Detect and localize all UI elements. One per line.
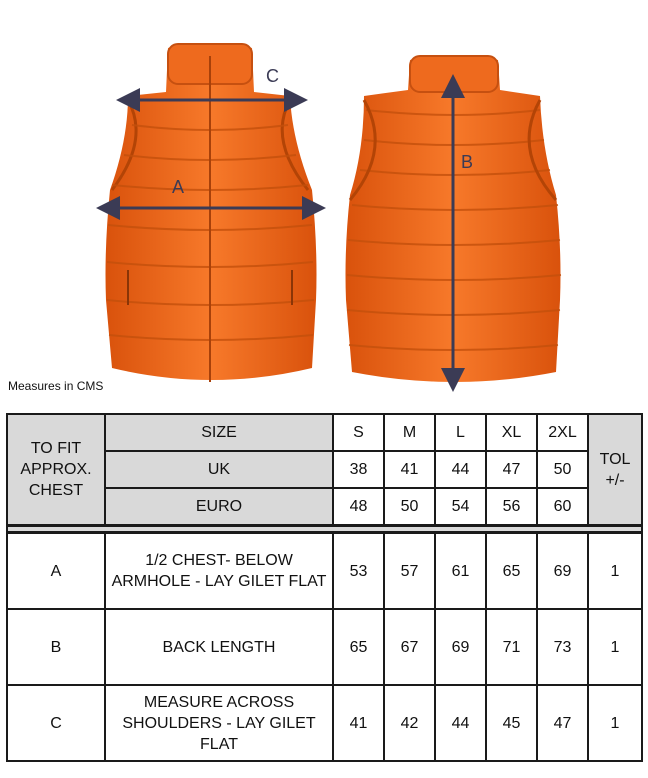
- measure-value: 69: [537, 533, 588, 610]
- measure-code: C: [7, 685, 105, 761]
- size-cell: L: [435, 414, 486, 451]
- marker-a: A: [172, 177, 185, 197]
- size-header-row: [7, 414, 642, 451]
- uk-cell: 41: [384, 451, 435, 488]
- measure-row-b: [7, 609, 642, 685]
- measure-value: 53: [333, 533, 384, 610]
- uk-cell: 50: [537, 451, 588, 488]
- measure-label: BACK LENGTH: [105, 609, 333, 685]
- uk-cell: 38: [333, 451, 384, 488]
- measure-value: 65: [486, 533, 537, 610]
- measure-value: 73: [537, 609, 588, 685]
- fit-label-cell: TO FIT APPROX. CHEST: [7, 414, 105, 526]
- euro-cell: 56: [486, 488, 537, 526]
- measure-value: 67: [384, 609, 435, 685]
- euro-cell: 60: [537, 488, 588, 526]
- size-chart-table: [6, 413, 643, 762]
- measure-value: 44: [435, 685, 486, 761]
- euro-cell: 50: [384, 488, 435, 526]
- uk-cell: 44: [435, 451, 486, 488]
- measure-code: B: [7, 609, 105, 685]
- measure-value: 69: [435, 609, 486, 685]
- euro-cell: 48: [333, 488, 384, 526]
- measure-label: MEASURE ACROSS SHOULDERS - LAY GILET FLAT: [105, 685, 333, 761]
- measure-tol: 1: [588, 685, 642, 761]
- measure-value: 47: [537, 685, 588, 761]
- measure-value: 65: [333, 609, 384, 685]
- size-label-cell: SIZE: [105, 414, 333, 451]
- separator-row: [7, 526, 642, 533]
- gilet-back: [346, 56, 562, 382]
- measure-value: 41: [333, 685, 384, 761]
- measure-value: 61: [435, 533, 486, 610]
- euro-label-cell: EURO: [105, 488, 333, 526]
- measure-label: 1/2 CHEST- BELOW ARMHOLE - LAY GILET FLAT: [105, 533, 333, 610]
- measure-row-c: [7, 685, 642, 761]
- separator-cell: [7, 526, 642, 533]
- measure-value: 71: [486, 609, 537, 685]
- marker-b: B: [461, 152, 474, 172]
- measure-tol: 1: [588, 609, 642, 685]
- measure-row-a: [7, 533, 642, 610]
- measure-value: 42: [384, 685, 435, 761]
- measure-value: 45: [486, 685, 537, 761]
- size-cell: 2XL: [537, 414, 588, 451]
- measure-value: 57: [384, 533, 435, 610]
- uk-cell: 47: [486, 451, 537, 488]
- marker-c: C: [266, 66, 279, 86]
- size-cell: XL: [486, 414, 537, 451]
- measures-note: Measures in CMS: [8, 379, 104, 393]
- size-cell: S: [333, 414, 384, 451]
- measure-code: A: [7, 533, 105, 610]
- measure-tol: 1: [588, 533, 642, 610]
- euro-cell: 54: [435, 488, 486, 526]
- uk-label-cell: UK: [105, 451, 333, 488]
- tol-label-cell: TOL +/-: [588, 414, 642, 526]
- size-cell: M: [384, 414, 435, 451]
- gilet-front: [106, 43, 317, 382]
